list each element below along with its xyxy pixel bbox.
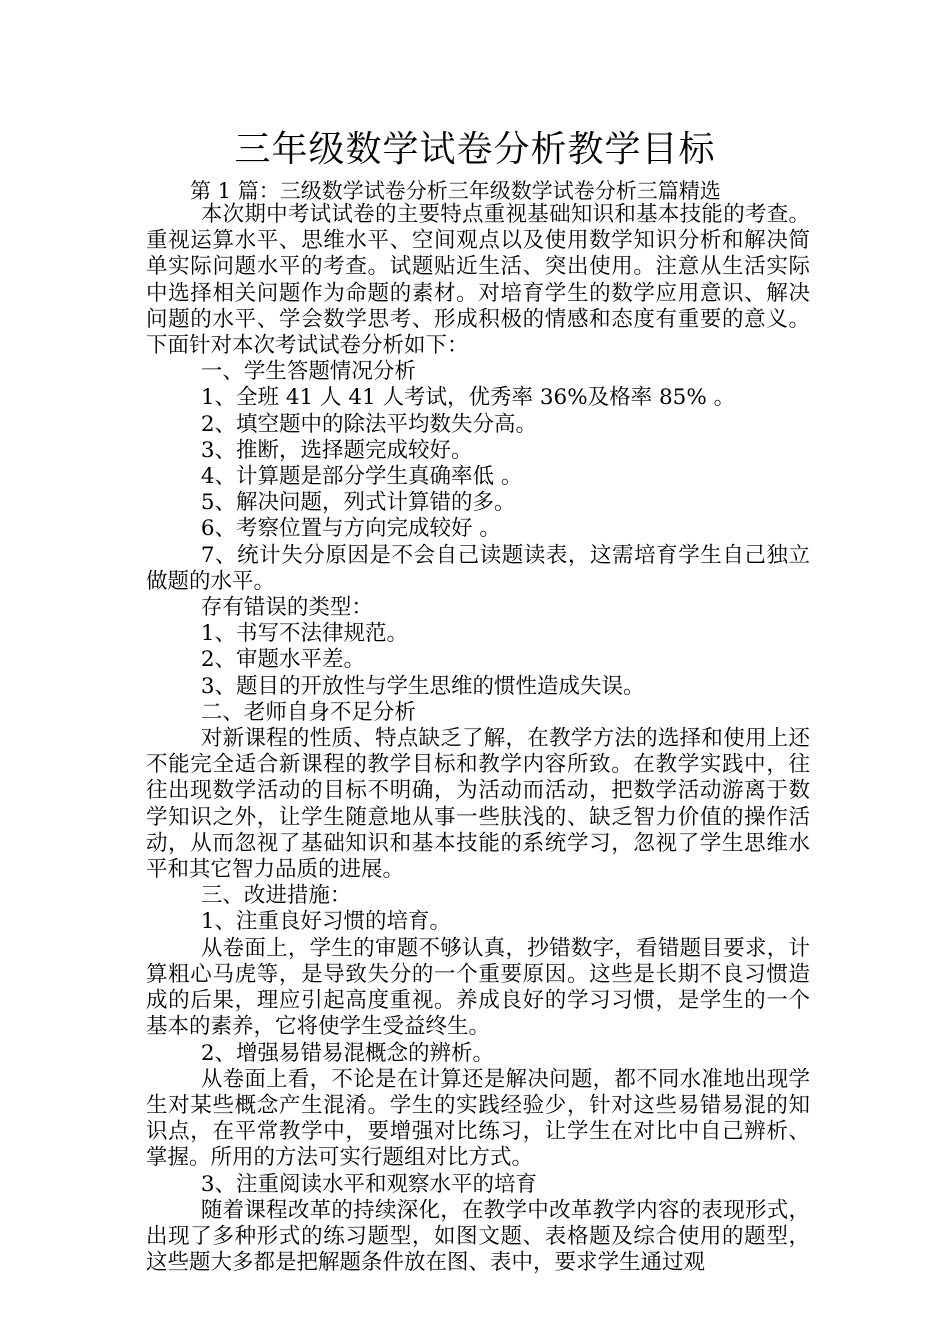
paragraph: 1、注重良好习惯的培育。	[200, 909, 451, 935]
paragraph: 5、解决问题，列式计算错的多。	[200, 490, 516, 516]
paragraph: 从卷面上看，不论是在计算还是解决问题，都不同水准地出现学生对某些概念产生混淆。学生的实践经验少，针对这些易错易混的知识点，在平常教学中，要增强对比练习，让学生在对比中自己辨析、掌握。所用的方法可实行题组对比方式。	[146, 1066, 810, 1171]
paragraph: 3、推断，选择题完成较好。	[200, 437, 473, 463]
document-title: 三年级数学试卷分析教学目标	[234, 129, 716, 170]
document-subtitle: 第 1 篇：三级数学试卷分析三年级数学试卷分析三篇精选	[190, 179, 721, 203]
paragraph: 3、题目的开放性与学生思维的惯性造成失误。	[200, 673, 645, 699]
paragraph: 随着课程改革的持续深化，在教学中改革教学内容的表现形式，出现了多种形式的练习题型，如图文题、表格题及综合使用的题型，这些题大多都是把解题条件放在图、表中，要求学生通过观	[146, 1197, 810, 1276]
paragraph: 二、老师自身不足分析	[200, 699, 416, 725]
paragraph: 1、书写不法律规范。	[200, 621, 408, 647]
paragraph: 2、增强易错易混概念的辨析。	[200, 1040, 494, 1066]
paragraph: 2、填空题中的除法平均数失分高。	[200, 411, 537, 437]
paragraph: 对新课程的性质、特点缺乏了解，在教学方法的选择和使用上还不能完全适合新课程的教学目标和教学内容所致。在教学实践中，往往出现数学活动的目标不明确，为活动而活动，把数学活动游离于数学知识之外，让学生随意地从事一些肤浅的、缺乏智力价值的操作活动，从而忽视了基础知识和基本技能的系统学习，忽视了学生思维水平和其它智力品质的进展。	[146, 726, 810, 883]
paragraph: 7、统计失分原因是不会自己读题读表，这需培育学生自己独立做题的水平。	[146, 542, 810, 594]
paragraph: 4、计算题是部分学生真确率低 。	[200, 464, 523, 490]
paragraph: 本次期中考试试卷的主要特点重视基础知识和基本技能的考查。重视运算水平、思维水平、空间观点以及使用数学知识分析和解决简单实际问题水平的考查。试题贴近生活、突出使用。注意从生活实际中选择相关问题作为命题的素材。对培育学生的数学应用意识、解决问题的水平、学会数学思考、形成积极的情感和态度有重要的意义。下面针对本次考试试卷分析如下：	[146, 202, 810, 359]
paragraph: 存有错误的类型：	[200, 595, 373, 621]
paragraph: 从卷面上，学生的审题不够认真，抄错数字，看错题目要求，计算粗心马虎等，是导致失分的一个重要原因。这些是长期不良习惯造成的后果，理应引起高度重视。养成良好的学习习惯，是学生的一个基本的素养，它将使学生受益终生。	[146, 935, 810, 1040]
paragraph: 三、改进措施：	[200, 883, 352, 909]
paragraph: 3、注重阅读水平和观察水平的培育	[200, 1171, 537, 1197]
paragraph: 2、审题水平差。	[200, 647, 365, 673]
paragraph: 一、学生答题情况分析	[200, 359, 416, 385]
paragraph: 6、考察位置与方向完成较好 。	[200, 516, 501, 542]
document-body	[146, 202, 810, 1276]
paragraph: 1、全班 41 人 41 人考试，优秀率 36%及格率 85% 。	[200, 385, 736, 411]
